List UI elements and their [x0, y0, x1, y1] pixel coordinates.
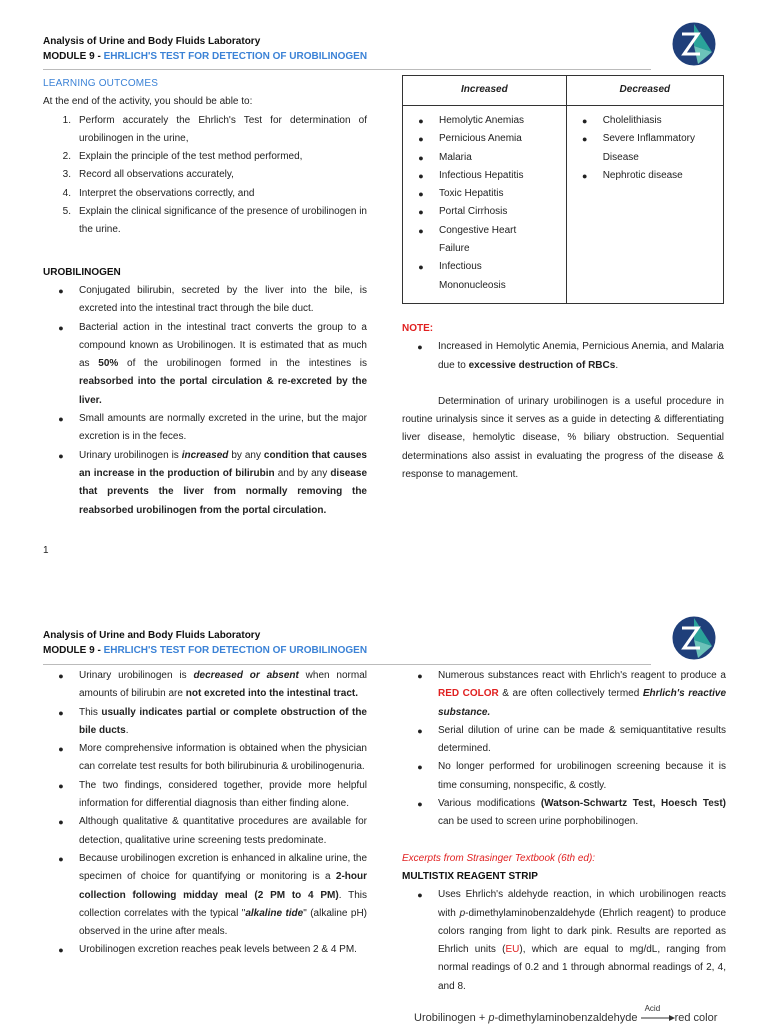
table-list-item: ● Infectious Mononucleosis: [418, 261, 506, 291]
list-item: 5. Explain the clinical significance of the presence of urobilinogen in the urine.: [62, 206, 367, 236]
urobilinogen-list: [43, 282, 367, 520]
header-divider: [43, 664, 651, 665]
page1-left-column: [43, 75, 367, 520]
list-item: 2. Explain the principle of the test method performed,: [62, 151, 303, 163]
urobilinogen-conditions-table: [402, 75, 724, 304]
multistix-list: [402, 886, 726, 996]
note-list: [402, 338, 724, 375]
learning-outcomes-intro: At the end of the activity, you should be able to:: [43, 96, 253, 108]
decreased-cell: [566, 106, 723, 304]
note-heading: NOTE:: [402, 323, 434, 334]
list-item: ● More comprehensive information is obtained when the physician can correlate test results for both bilirubinuria & urobilinogenuria.: [58, 743, 367, 773]
list-item: ● Because urobilinogen excretion is enhanced in alkaline urine, the specimen of choice for quantifying or monitoring is a 2-hour collection following midday meal (2 PM to 4 PM). This collection correlates with the typical "alkaline tide" (alkaline pH) observed in the urine after meals.: [58, 852, 367, 938]
learning-outcomes-heading: LEARNING OUTCOMES: [43, 78, 159, 89]
list-item: ● Numerous substances react with Ehrlich's reagent to produce a RED COLOR & are often collectively termed Ehrlich's reactive substance.: [417, 670, 727, 718]
table-list-item: ● Hemolytic Anemias: [418, 115, 525, 126]
list-item: ● Serial dilution of urine can be made & semiquantitative results determined.: [417, 724, 726, 755]
table-list-item: ● Nephrotic disease: [581, 169, 683, 181]
table-header-decreased: Decreased: [566, 76, 723, 106]
list-item: ● Bacterial action in the intestinal tract converts the group to a compound known as Urobilinogen. It is estimated that as much as 50% of the urobilinogen formed in the intestines is reabsorbed into the portal circulation & re-excreted by the liver.: [58, 321, 367, 406]
list-item: ● Conjugated bilirubin, secreted by the liver into the bile, is excreted into the intestinal tract through the bile duct.: [58, 284, 367, 315]
page2-right-column: [402, 667, 726, 996]
list-item: ● Various modifications (Watson-Schwartz Test, Hoesch Test) can be used to screen urine porphobilinogen.: [417, 798, 726, 828]
list-item: 4. Interpret the observations correctly, and: [62, 187, 255, 199]
table-list-item: ● Infectious Hepatitis: [418, 169, 524, 181]
excerpt-caption: Excerpts from Strasinger Textbook (6th ed):: [402, 852, 596, 864]
list-item: ● No longer performed for urobilinogen screening because it is time consuming, nonspecific, & costly.: [417, 761, 726, 791]
list-item: ● Increased in Hemolytic Anemia, Pernicious Anemia, and Malaria due to excessive destruction of RBCs.: [417, 341, 724, 371]
university-logo-icon: [668, 18, 720, 70]
reaction-arrow: Acid: [641, 1013, 675, 1023]
table-list-item: ● Severe Inflammatory Disease: [581, 133, 695, 163]
list-item: ● Urobilinogen excretion reaches peak levels between 2 & 4 PM.: [58, 944, 357, 956]
increased-cell: [403, 106, 567, 304]
multistix-heading: MULTISTIX REAGENT STRIP: [402, 870, 538, 882]
table-header-increased: Increased: [403, 76, 567, 106]
university-logo-icon: [668, 612, 720, 664]
list-item: ● Urinary urobilinogen is decreased or absent when normal amounts of bilirubin are not excreted into the intestinal tract.: [58, 670, 367, 700]
module-name: EHRLICH'S TEST FOR DETECTION OF UROBILINOGEN: [103, 645, 368, 656]
summary-paragraph: Determination of urinary urobilinogen is a useful procedure in routine urinalysis since it serves as a guide in detecting & differentiating liver disease, hemolytic disease, % biliary obstruction. Sequential determinations also assist in evaluating the progress of the disease & response to management.: [402, 395, 724, 481]
table-list-item: ● Portal Cirrhosis: [418, 206, 508, 218]
page1-right-column: [402, 75, 724, 484]
header-module-title: [43, 642, 367, 660]
table-list-item: ● Toxic Hepatitis: [418, 188, 504, 200]
ehrlich-reagent-list: [402, 667, 726, 832]
table-list-item: ● Cholelithiasis: [581, 115, 662, 126]
page-2: [0, 595, 768, 1024]
header-lab-title: Analysis of Urine and Body Fluids Laboratory: [43, 36, 261, 47]
list-item: ● Uses Ehrlich's aldehyde reaction, in which urobilinogen reacts with p-dimethylaminobenzaldehyde (Ehrlich reagent) to produce colors ranging from light to dark pink. Results are reported as Ehrlich units (EU), which are equal to mg/dL, ranging from normal readings of 0.2 and 1 through abnormal readings of 2, 4, and 8.: [417, 889, 727, 992]
reaction-formula: Urobilinogen + p-dimethylaminobenzaldehyde Acid red color: [414, 1004, 718, 1024]
header-module-title: [43, 48, 367, 66]
module-prefix: MODULE 9 -: [43, 51, 104, 62]
urobilinogen-decrease-list: [43, 667, 367, 960]
list-item: ● Urinary urobilinogen is increased by any condition that causes an increase in the production of bilirubin and by any disease that prevents the liver from normally removing the reabsorbed urobilinogen from the portal circulation.: [58, 449, 368, 516]
list-item: ● Small amounts are normally excreted in the urine, but the major excretion is in the feces.: [58, 413, 367, 443]
header-divider: [43, 69, 651, 70]
learning-outcomes-list: [43, 112, 367, 240]
urobilinogen-heading: UROBILINOGEN: [43, 266, 121, 278]
list-item: ● Although qualitative & quantitative procedures are available for detection, qualitative urine screening tests predominate.: [58, 816, 367, 846]
table-list-item: ● Malaria: [418, 151, 472, 163]
header-lab-title: Analysis of Urine and Body Fluids Laboratory: [43, 630, 261, 641]
table-list-item: ● Pernicious Anemia: [418, 133, 522, 145]
page2-left-column: [43, 667, 367, 960]
list-item: ● This usually indicates partial or complete obstruction of the bile ducts.: [58, 706, 367, 736]
list-item: 1. Perform accurately the Ehrlich's Test for determination of urobilinogen in the urine,: [62, 114, 367, 144]
arrow-right-icon: [641, 1013, 675, 1023]
list-item: ● The two findings, considered together, provide more helpful information for differential diagnosis than either finding alone.: [58, 779, 367, 810]
module-name: EHRLICH'S TEST FOR DETECTION OF UROBILINOGEN: [103, 51, 368, 62]
list-item: 3. Record all observations accurately,: [62, 169, 234, 181]
module-prefix: MODULE 9 -: [43, 645, 104, 656]
table-list-item: ● Congestive Heart Failure: [418, 224, 517, 255]
page-number: 1: [43, 545, 49, 556]
